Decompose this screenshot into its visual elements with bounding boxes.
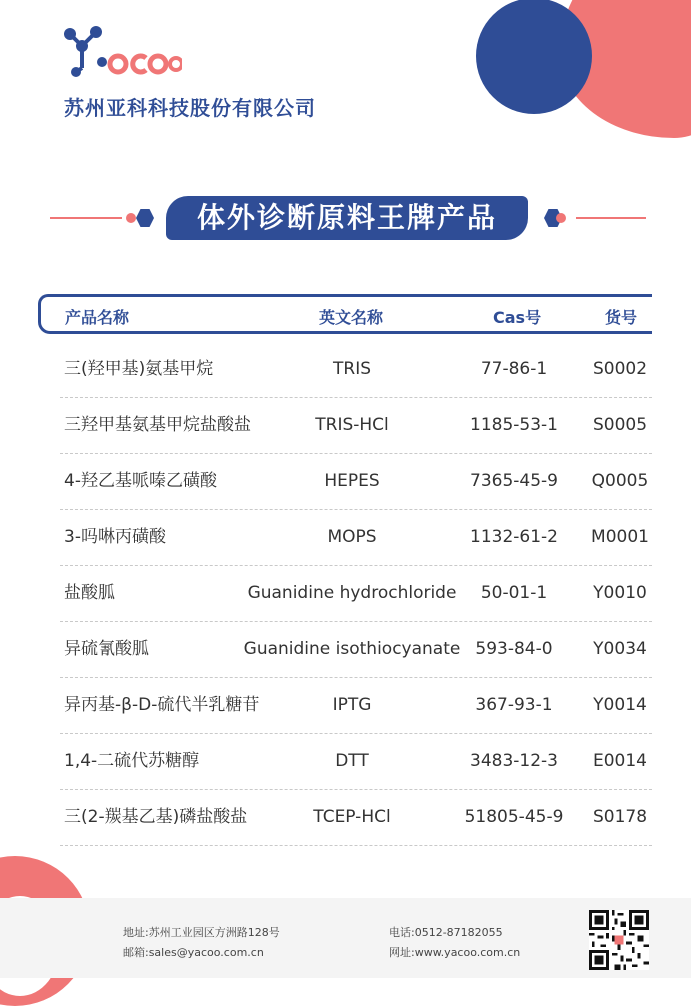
table-row [60,790,652,846]
header-english-name: 英文名称 [319,308,384,327]
cell-cas-number: 3483-12-3 [470,751,558,771]
cell-sku: Y0034 [593,639,647,659]
cell-chinese-name: 异硫氰酸胍 [64,639,149,659]
header-sku: 货号 [605,308,638,327]
header-cas: Cas号 [493,308,542,327]
cell-chinese-name: 3-吗啉丙磺酸 [64,527,166,547]
footer-address: 地址:苏州工业园区方洲路128号 [123,926,280,939]
cell-english-name: HEPES [324,471,380,491]
title-banner-row [50,196,650,240]
cell-cas-number: 367-93-1 [475,695,553,715]
cell-english-name: MOPS [327,527,377,547]
cell-cas-number: 77-86-1 [480,359,548,379]
cell-english-name: Guanidine isothiocyanate [243,639,461,659]
table-row [60,734,652,790]
title-line-right [576,217,646,219]
cell-chinese-name: 三(羟甲基)氨基甲烷 [64,359,214,379]
yacoo-logo [62,24,182,80]
cell-chinese-name: 异丙基-β-D-硫代半乳糖苷 [64,695,260,715]
cell-cas-number: 1185-53-1 [470,415,558,435]
footer-email[interactable]: 邮箱:sales@yacoo.com.cn [123,946,264,959]
cell-cas-number: 50-01-1 [480,583,548,603]
cell-sku: S0178 [592,807,648,827]
decor-blue-circle-top [476,0,592,114]
cell-english-name: Guanidine hydrochloride [247,583,457,603]
header-product-name: 产品名称 [65,308,130,327]
cell-sku: M0001 [591,527,649,547]
cell-sku: Q0005 [591,471,649,491]
cell-sku: Y0010 [593,583,647,603]
title-line-left [50,217,122,219]
cell-sku: Y0014 [593,695,647,715]
footer-phone: 电话:0512-87182055 [389,926,503,939]
company-name: 苏州亚科科技股份有限公司 [64,96,316,120]
cell-english-name: TRIS-HCl [315,415,389,435]
title-dot-left [126,213,136,223]
cell-sku: S0005 [592,415,648,435]
cell-english-name: DTT [335,751,369,771]
table-row [60,510,652,566]
table-header [38,294,652,334]
table-row [60,622,652,678]
cell-english-name: TCEP-HCl [313,807,391,827]
title-dot-right [556,213,566,223]
cell-chinese-name: 盐酸胍 [64,583,115,603]
footer-website[interactable]: 网址:www.yacoo.com.cn [389,946,521,959]
cell-cas-number: 7365-45-9 [470,471,558,491]
cell-chinese-name: 三(2-羰基乙基)磷盐酸盐 [64,807,248,827]
cell-sku: E0014 [592,751,648,771]
cell-chinese-name: 三羟甲基氨基甲烷盐酸盐 [64,415,251,435]
cell-sku: S0002 [592,359,648,379]
page-title: 体外诊断原料王牌产品 [166,196,528,240]
table-row [60,454,652,510]
cell-english-name: IPTG [332,695,372,715]
cell-cas-number: 1132-61-2 [470,527,558,547]
title-hexagon-left-icon [136,209,154,227]
table-row [60,398,652,454]
qr-code-icon [589,910,649,970]
footer [0,898,691,978]
cell-cas-number: 51805-45-9 [464,807,564,827]
product-table-body [60,342,652,846]
table-row [60,342,652,398]
table-row [60,678,652,734]
cell-english-name: TRIS [332,359,372,379]
cell-cas-number: 593-84-0 [475,639,553,659]
cell-chinese-name: 1,4-二硫代苏糖醇 [64,751,200,771]
cell-chinese-name: 4-羟乙基哌嗪乙磺酸 [64,471,217,491]
table-row [60,566,652,622]
